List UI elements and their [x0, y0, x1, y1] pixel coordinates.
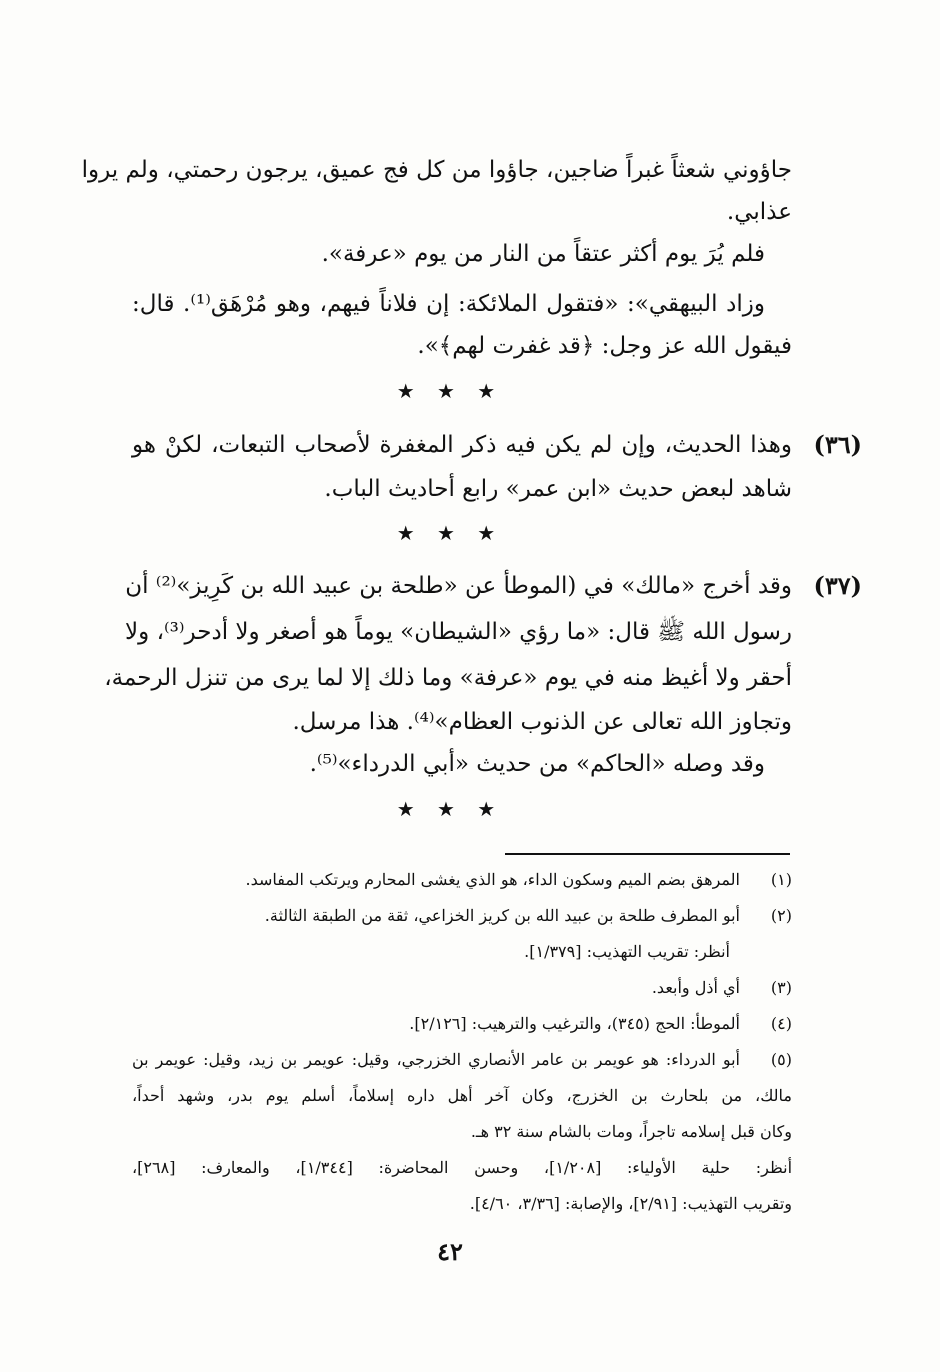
footnote-text: ألموطأ: الحج (٣٤٥)، والترغيب والترهيب: [٢/١٢٦]. [409, 1014, 740, 1033]
body-line: فيقول الله عز وجل: ﴿قد غفرت لهم﴾». [417, 333, 792, 359]
section-separator: ★ ★ ★ [396, 521, 504, 545]
footnote-text: أنظر: حلية الأولياء: [١/٢٠٨]، وحسن المحاضرة: [١/٣٤٤]، والمعارف: [٢٦٨]، [132, 1158, 793, 1177]
footnote-text: المرهق بضم الميم وسكون الداء، هو الذي يغشى المحارم ويرتكب المفاسد. [245, 870, 740, 889]
body-line: وهذا الحديث، وإن لم يكن فيه ذكر المغفرة لأصحاب التبعات، لكنْ هو [132, 432, 792, 458]
body-line: أحقر ولا أغيظ منه في يوم «عرفة» وما ذلك إلا لما يرى من تنزل الرحمة، [104, 665, 792, 691]
paragraph-number-36: (٣٦) [813, 430, 862, 459]
footnote-text: وتقريب التهذيب: [٢/٩١]، والإصابة: [٣/٣٦، ٤/٦٠]. [469, 1194, 792, 1213]
footnote-number: (٥) [770, 1050, 792, 1069]
body-line: شاهد لبعض حديث «ابن عمر» رابع أحاديث الباب. [324, 476, 792, 502]
body-line: جاؤوني شعثاً غبراً ضاجين، جاؤوا من كل فج عميق، يرجون رحمتي، ولم يروا [81, 157, 792, 183]
footnote-number: (٤) [770, 1014, 792, 1033]
body-line: رسول الله ﷺ قال: «ما رؤي «الشيطان» يوماً هو أصغر ولا أدحر⁽³⁾، ولا [125, 619, 792, 645]
footnote-number: (١) [770, 870, 792, 889]
body-line: فلم يُرَ يوم أكثر عتقاً من النار من يوم «عرفة». [321, 241, 765, 267]
section-separator: ★ ★ ★ [396, 797, 504, 821]
footnote-text: وكان قبل إسلامه تاجراً، ومات بالشام سنة ٣٢ هـ. [470, 1122, 792, 1141]
footnote-divider [505, 853, 790, 855]
footnote-number: (٢) [770, 906, 792, 925]
body-line: وزاد البيهقي»: «فتقول الملائكة: إن فلاناً فيهم، وهو مُرْهَق⁽¹⁾. قال: [132, 291, 765, 317]
footnote-number: (٣) [770, 978, 792, 997]
footnote-text: أنظر: تقريب التهذيب: [١/٣٧٩]. [524, 942, 730, 961]
section-separator: ★ ★ ★ [396, 379, 504, 403]
footnote-text: مالك، من بلحارث بن الخزرج، وكان آخر أهل داره إسلاماً، أسلم يوم بدر، وشهد أحداً، [132, 1086, 792, 1105]
footnote-text: أبو الدرداء: هو عويمر بن عامر الأنصاري الخزرجي، وقيل: عويمر بن زيد، وقيل: عويمر بن [132, 1050, 740, 1069]
footnote-text: أبو المطرف طلحة بن عبيد الله بن كريز الخزاعي، ثقة من الطبقة الثالثة. [264, 906, 740, 925]
body-line: وقد وصله «الحاكم» من حديث «أبي الدرداء»⁽⁵⁾. [309, 751, 765, 777]
body-line: عذابي. [726, 199, 792, 225]
footnote-text: أي أذل وأبعد. [651, 978, 740, 997]
body-line: وقد أخرج «مالك» في (الموطأ عن «طلحة بن عبيد الله بن كَرِيز»⁽²⁾ أن [125, 573, 792, 599]
paragraph-number-37: (٣٧) [813, 571, 862, 600]
page-number: ٤٢ [437, 1237, 463, 1266]
body-line: وتجاوز الله تعالى عن الذنوب العظام»⁽⁴⁾. هذا مرسل. [292, 709, 792, 735]
